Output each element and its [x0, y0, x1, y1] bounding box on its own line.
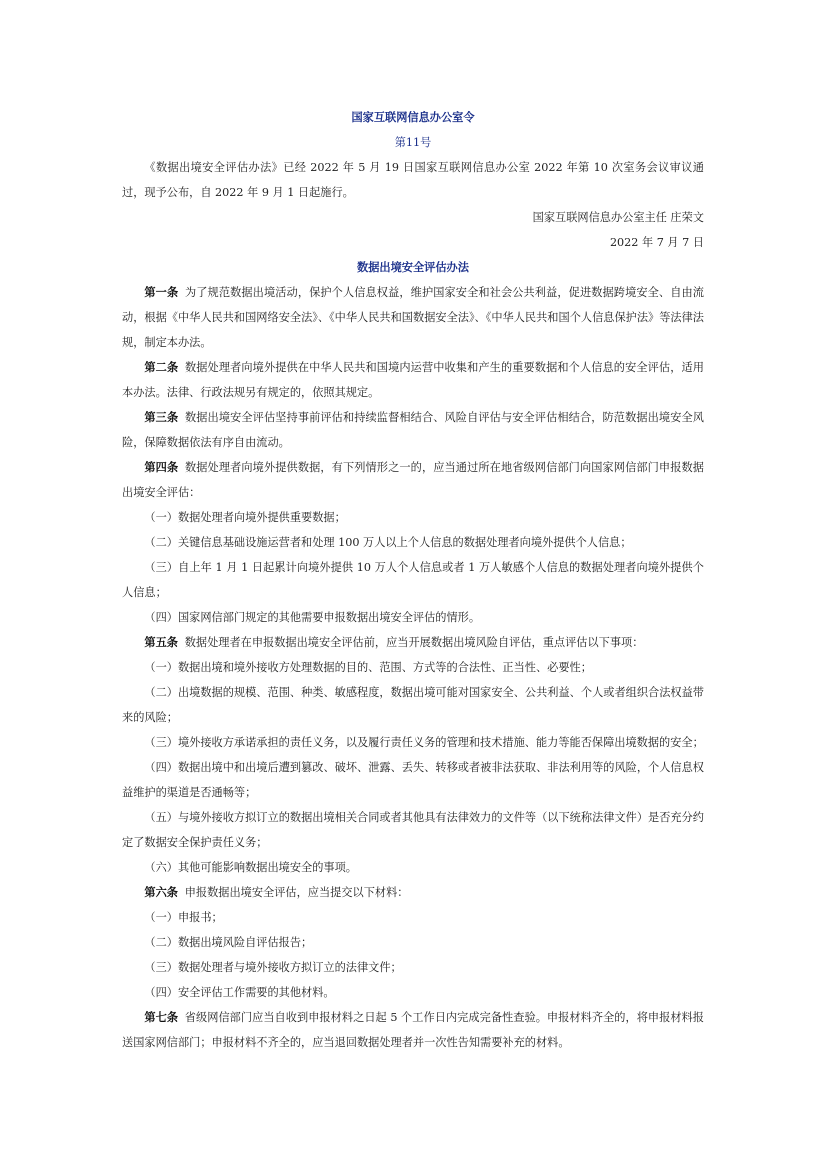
list-item: （一）数据出境和境外接收方处理数据的目的、范围、方式等的合法性、正当性、必要性；	[144, 661, 592, 674]
article-label: 第七条	[144, 1010, 179, 1024]
document-title: 数据出境安全评估办法	[357, 260, 469, 274]
list-item: （六）其他可能影响数据出境安全的事项。	[144, 861, 357, 874]
article-7	[122, 1005, 704, 1055]
signatory: 国家互联网信息办公室主任 庄荣文	[532, 211, 704, 224]
article-5	[122, 630, 704, 655]
article-label: 第二条	[144, 360, 179, 374]
order-number: 第11号	[394, 136, 432, 149]
list-item: （四）安全评估工作需要的其他材料。	[144, 986, 335, 999]
list-item: （二）数据出境风险自评估报告；	[144, 936, 313, 949]
article-text: 申报数据出境安全评估，应当提交以下材料：	[184, 886, 409, 899]
article-label: 第六条	[144, 885, 178, 899]
article-label: 第一条	[144, 285, 179, 299]
article-1	[122, 280, 704, 355]
article-text: 数据处理者向境外提供在中华人民共和国境内运营中收集和产生的重要数据和个人信息的安全评估，适用本办法。法律、行政法规另有规定的，依照其规定。	[122, 361, 704, 399]
list-item: （三）数据处理者与境外接收方拟订立的法律文件；	[144, 961, 402, 974]
article-label: 第五条	[144, 635, 178, 649]
list-item: （三）境外接收方承诺承担的责任义务，以及履行责任义务的管理和技术措施、能力等能否保障出境数据的安全；	[144, 736, 704, 749]
list-item: （一）数据处理者向境外提供重要数据；	[144, 511, 346, 524]
list-item: （二）出境数据的规模、范围、种类、敏感程度，数据出境可能对国家安全、公共利益、个人或者组织合法权益带来的风险；	[122, 686, 704, 724]
article-3	[122, 405, 704, 455]
list-item: （四）国家网信部门规定的其他需要申报数据出境安全评估的情形。	[144, 611, 481, 624]
order-title: 国家互联网信息办公室令	[351, 110, 475, 124]
list-item: （二）关键信息基础设施运营者和处理 100 万人以上个人信息的数据处理者向境外提供个人信息；	[144, 536, 632, 549]
article-text: 数据处理者向境外提供数据，有下列情形之一的，应当通过所在地省级网信部门向国家网信部门申报数据出境安全评估：	[122, 461, 704, 499]
article-6	[122, 880, 704, 905]
list-item: （五）与境外接收方拟订立的数据出境相关合同或者其他具有法律效力的文件等（以下统称法律文件）是否充分约定了数据安全保护责任义务；	[122, 811, 704, 849]
issue-date: 2022 年 7 月 7 日	[609, 236, 704, 249]
article-2	[122, 355, 704, 405]
article-text: 数据处理者在申报数据出境安全评估前，应当开展数据出境风险自评估，重点评估以下事项：	[184, 636, 644, 649]
article-4	[122, 455, 704, 505]
article-text: 为了规范数据出境活动，保护个人信息权益，维护国家安全和社会公共利益，促进数据跨境安全、自由流动，根据《中华人民共和国网络安全法》、《中华人民共和国数据安全法》、《中华人民共和国个人信息保护法》等法律法规，制定本办法。	[122, 286, 704, 349]
document-body	[122, 105, 704, 1055]
list-item: （四）数据出境中和出境后遭到篡改、破坏、泄露、丢失、转移或者被非法获取、非法利用等的风险，个人信息权益维护的渠道是否通畅等；	[122, 761, 704, 799]
intro-paragraph: 《数据出境安全评估办法》已经 2022 年 5 月 19 日国家互联网信息办公室 2022 年第 10 次室务会议审议通过，现予公布，自 2022 年 9 月 1 日起施行。	[122, 161, 704, 199]
article-label: 第三条	[144, 410, 179, 424]
article-text: 省级网信部门应当自收到申报材料之日起 5 个工作日内完成完备性查验。申报材料齐全的，将申报材料报送国家网信部门；申报材料不齐全的，应当退回数据处理者并一次性告知需要补充的材料。	[122, 1011, 704, 1049]
article-label: 第四条	[144, 460, 179, 474]
list-item: （一）申报书；	[144, 911, 223, 924]
article-text: 数据出境安全评估坚持事前评估和持续监督相结合、风险自评估与安全评估相结合，防范数据出境安全风险，保障数据依法有序自由流动。	[122, 411, 704, 449]
list-item: （三）自上年 1 月 1 日起累计向境外提供 10 万人个人信息或者 1 万人敏感个人信息的数据处理者向境外提供个人信息；	[122, 561, 704, 599]
